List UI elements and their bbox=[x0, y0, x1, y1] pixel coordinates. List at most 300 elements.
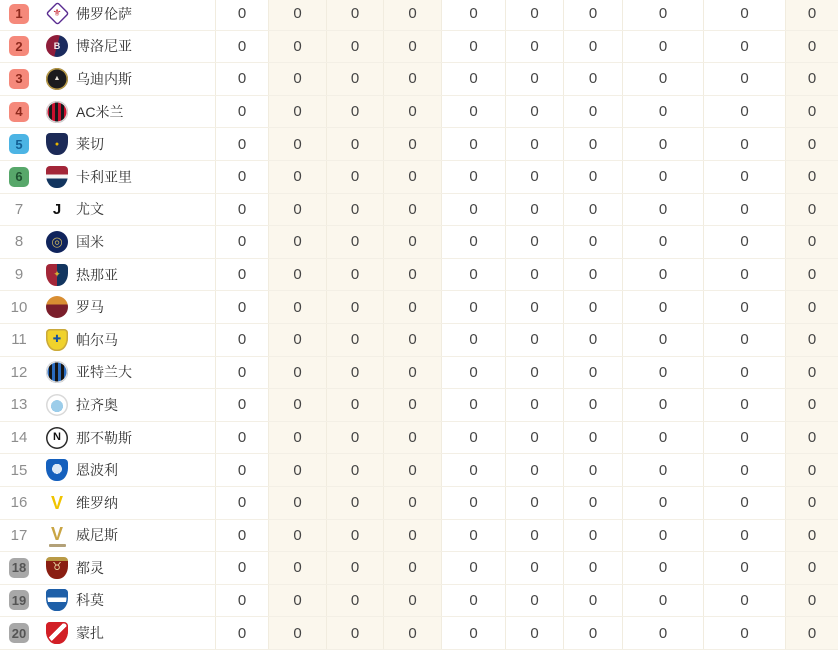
stat-cell: 0 bbox=[441, 161, 505, 193]
table-row[interactable] bbox=[0, 357, 838, 390]
team-crest-icon bbox=[46, 198, 68, 220]
stat-cell: 0 bbox=[326, 0, 383, 30]
stat-cell: 0 bbox=[622, 324, 703, 356]
stat-cell: 0 bbox=[505, 63, 563, 95]
stat-cell: 0 bbox=[703, 31, 785, 63]
stat-cell: 0 bbox=[326, 194, 383, 226]
table-row[interactable] bbox=[0, 128, 838, 161]
team-crest-icon bbox=[46, 35, 68, 57]
stat-cell: 0 bbox=[563, 31, 622, 63]
crest-glyph: V bbox=[50, 492, 63, 513]
stat-cell: 0 bbox=[505, 520, 563, 552]
team-cell bbox=[38, 324, 215, 356]
stat-cell: 0 bbox=[326, 389, 383, 421]
stat-cell: 0 bbox=[505, 357, 563, 389]
team-logo bbox=[45, 392, 69, 418]
stat-cell: 0 bbox=[215, 389, 268, 421]
stat-cell: 0 bbox=[441, 552, 505, 584]
rank-number: 16 bbox=[10, 494, 28, 512]
stat-cell: 0 bbox=[785, 259, 838, 291]
stat-cell: 0 bbox=[785, 226, 838, 258]
rank-number: 14 bbox=[10, 429, 28, 447]
stats-cells bbox=[215, 194, 838, 226]
rank-cell bbox=[0, 617, 38, 649]
stat-cell: 0 bbox=[215, 585, 268, 617]
stat-cell: 0 bbox=[505, 96, 563, 128]
stat-cell: 0 bbox=[785, 552, 838, 584]
stat-cell: 0 bbox=[268, 487, 326, 519]
stat-cell: 0 bbox=[703, 63, 785, 95]
team-logo bbox=[45, 555, 69, 581]
rank-number: 6 bbox=[9, 167, 29, 187]
stat-cell: 0 bbox=[785, 324, 838, 356]
team-cell bbox=[38, 389, 215, 421]
stat-cell: 0 bbox=[326, 487, 383, 519]
stat-cell: 0 bbox=[785, 585, 838, 617]
team-crest-icon bbox=[46, 361, 68, 383]
team-crest-icon bbox=[46, 523, 68, 545]
crest-glyph: ⚜ bbox=[52, 7, 62, 19]
team-name: 佛罗伦萨 bbox=[76, 5, 132, 22]
stat-cell: 0 bbox=[215, 617, 268, 649]
stat-cell: 0 bbox=[622, 0, 703, 30]
team-logo bbox=[45, 262, 69, 288]
stat-cell: 0 bbox=[785, 128, 838, 160]
stat-cell: 0 bbox=[785, 63, 838, 95]
crest-glyph: ✦ bbox=[53, 269, 61, 280]
stat-cell: 0 bbox=[268, 422, 326, 454]
rank-cell bbox=[0, 194, 38, 226]
stat-cell: 0 bbox=[505, 617, 563, 649]
team-cell bbox=[38, 617, 215, 649]
stat-cell: 0 bbox=[563, 0, 622, 30]
team-cell bbox=[38, 96, 215, 128]
stat-cell: 0 bbox=[703, 389, 785, 421]
team-name: 那不勒斯 bbox=[76, 429, 132, 446]
crest-glyph: ♉ bbox=[52, 561, 62, 574]
stat-cell: 0 bbox=[505, 0, 563, 30]
rank-number: 3 bbox=[9, 69, 29, 89]
stat-cell: 0 bbox=[785, 161, 838, 193]
team-crest-icon bbox=[46, 329, 68, 351]
team-name: 卡利亚里 bbox=[76, 168, 132, 185]
stat-cell: 0 bbox=[326, 617, 383, 649]
stat-cell: 0 bbox=[215, 63, 268, 95]
stat-cell: 0 bbox=[215, 161, 268, 193]
stat-cell: 0 bbox=[441, 259, 505, 291]
stat-cell: 0 bbox=[326, 128, 383, 160]
stat-cell: 0 bbox=[326, 63, 383, 95]
stat-cell: 0 bbox=[703, 291, 785, 323]
stat-cell: 0 bbox=[326, 324, 383, 356]
stat-cell: 0 bbox=[563, 487, 622, 519]
stat-cell: 0 bbox=[326, 357, 383, 389]
stat-cell: 0 bbox=[215, 96, 268, 128]
team-cell bbox=[38, 128, 215, 160]
stat-cell: 0 bbox=[383, 617, 441, 649]
table-row[interactable] bbox=[0, 259, 838, 292]
stat-cell: 0 bbox=[703, 0, 785, 30]
table-row[interactable] bbox=[0, 0, 838, 31]
stats-cells bbox=[215, 357, 838, 389]
stat-cell: 0 bbox=[622, 128, 703, 160]
stats-cells bbox=[215, 520, 838, 552]
stat-cell: 0 bbox=[383, 357, 441, 389]
stat-cell: 0 bbox=[703, 226, 785, 258]
stat-cell: 0 bbox=[622, 454, 703, 486]
team-cell bbox=[38, 357, 215, 389]
stat-cell: 0 bbox=[215, 422, 268, 454]
stat-cell: 0 bbox=[703, 520, 785, 552]
team-logo bbox=[45, 359, 69, 385]
table-row[interactable] bbox=[0, 520, 838, 553]
stat-cell: 0 bbox=[383, 291, 441, 323]
team-crest-icon bbox=[46, 101, 68, 123]
stat-cell: 0 bbox=[563, 454, 622, 486]
stat-cell: 0 bbox=[383, 520, 441, 552]
team-logo bbox=[45, 327, 69, 353]
stat-cell: 0 bbox=[563, 128, 622, 160]
team-name: 尤文 bbox=[76, 201, 104, 218]
rank-cell bbox=[0, 259, 38, 291]
table-row[interactable] bbox=[0, 389, 838, 422]
stat-cell: 0 bbox=[441, 31, 505, 63]
table-row[interactable] bbox=[0, 291, 838, 324]
stats-cells bbox=[215, 63, 838, 95]
stat-cell: 0 bbox=[505, 454, 563, 486]
stat-cell: 0 bbox=[441, 585, 505, 617]
team-name: 乌迪内斯 bbox=[76, 70, 132, 87]
crest-glyph: ● bbox=[54, 140, 60, 148]
stat-cell: 0 bbox=[383, 552, 441, 584]
crest-glyph: ✚ bbox=[52, 333, 62, 345]
stats-cells bbox=[215, 226, 838, 258]
stat-cell: 0 bbox=[215, 0, 268, 30]
crest-glyph: ◎ bbox=[51, 234, 63, 250]
rank-number: 9 bbox=[14, 266, 24, 284]
stat-cell: 0 bbox=[563, 357, 622, 389]
rank-number: 18 bbox=[9, 558, 29, 578]
stat-cell: 0 bbox=[268, 0, 326, 30]
stat-cell: 0 bbox=[785, 291, 838, 323]
rank-cell bbox=[0, 487, 38, 519]
team-name: 国米 bbox=[76, 233, 104, 250]
team-logo bbox=[45, 620, 69, 646]
stats-cells bbox=[215, 291, 838, 323]
stat-cell: 0 bbox=[622, 487, 703, 519]
stat-cell: 0 bbox=[703, 259, 785, 291]
team-logo bbox=[45, 196, 69, 222]
stat-cell: 0 bbox=[441, 194, 505, 226]
stat-cell: 0 bbox=[622, 259, 703, 291]
stat-cell: 0 bbox=[622, 357, 703, 389]
rank-number: 5 bbox=[9, 134, 29, 154]
team-crest-icon bbox=[46, 68, 68, 90]
stat-cell: 0 bbox=[563, 259, 622, 291]
team-name: 莱切 bbox=[76, 136, 104, 153]
stat-cell: 0 bbox=[622, 96, 703, 128]
stat-cell: 0 bbox=[703, 96, 785, 128]
table-row[interactable] bbox=[0, 617, 838, 650]
stat-cell: 0 bbox=[505, 487, 563, 519]
team-cell bbox=[38, 161, 215, 193]
stat-cell: 0 bbox=[326, 259, 383, 291]
rank-number: 13 bbox=[10, 396, 28, 414]
team-cell bbox=[38, 585, 215, 617]
stat-cell: 0 bbox=[505, 389, 563, 421]
stat-cell: 0 bbox=[215, 194, 268, 226]
stat-cell: 0 bbox=[563, 324, 622, 356]
team-logo bbox=[45, 99, 69, 125]
team-crest-icon bbox=[46, 622, 68, 644]
stat-cell: 0 bbox=[268, 194, 326, 226]
stat-cell: 0 bbox=[785, 617, 838, 649]
team-cell bbox=[38, 0, 215, 30]
stats-cells bbox=[215, 259, 838, 291]
team-crest-icon bbox=[46, 394, 68, 416]
stat-cell: 0 bbox=[268, 552, 326, 584]
stat-cell: 0 bbox=[622, 552, 703, 584]
stat-cell: 0 bbox=[215, 487, 268, 519]
stat-cell: 0 bbox=[326, 96, 383, 128]
stat-cell: 0 bbox=[215, 291, 268, 323]
team-logo bbox=[45, 425, 69, 451]
team-name: 都灵 bbox=[76, 559, 104, 576]
rank-cell bbox=[0, 585, 38, 617]
stat-cell: 0 bbox=[383, 259, 441, 291]
stat-cell: 0 bbox=[326, 31, 383, 63]
table-row[interactable] bbox=[0, 585, 838, 618]
team-logo bbox=[45, 229, 69, 255]
team-name: 罗马 bbox=[76, 299, 104, 316]
stat-cell: 0 bbox=[622, 194, 703, 226]
stat-cell: 0 bbox=[383, 96, 441, 128]
stat-cell: 0 bbox=[268, 520, 326, 552]
stat-cell: 0 bbox=[622, 585, 703, 617]
team-name: 恩波利 bbox=[76, 462, 118, 479]
rank-cell bbox=[0, 31, 38, 63]
stat-cell: 0 bbox=[622, 291, 703, 323]
stat-cell: 0 bbox=[441, 291, 505, 323]
stat-cell: 0 bbox=[703, 324, 785, 356]
rank-cell bbox=[0, 128, 38, 160]
team-cell bbox=[38, 552, 215, 584]
team-crest-icon bbox=[46, 264, 68, 286]
team-cell bbox=[38, 422, 215, 454]
stat-cell: 0 bbox=[326, 161, 383, 193]
rank-number: 2 bbox=[9, 36, 29, 56]
stat-cell: 0 bbox=[383, 487, 441, 519]
stat-cell: 0 bbox=[383, 389, 441, 421]
stat-cell: 0 bbox=[441, 617, 505, 649]
rank-number: 19 bbox=[9, 590, 29, 610]
stat-cell: 0 bbox=[268, 259, 326, 291]
stat-cell: 0 bbox=[383, 454, 441, 486]
stat-cell: 0 bbox=[785, 454, 838, 486]
team-name: 科莫 bbox=[76, 592, 104, 609]
stat-cell: 0 bbox=[326, 585, 383, 617]
team-crest-icon bbox=[46, 589, 68, 611]
stat-cell: 0 bbox=[383, 194, 441, 226]
stat-cell: 0 bbox=[441, 487, 505, 519]
stats-cells bbox=[215, 617, 838, 649]
stat-cell: 0 bbox=[383, 324, 441, 356]
stat-cell: 0 bbox=[215, 259, 268, 291]
stats-cells bbox=[215, 128, 838, 160]
team-cell bbox=[38, 31, 215, 63]
team-name: 蒙扎 bbox=[76, 625, 104, 642]
stats-cells bbox=[215, 552, 838, 584]
table-row[interactable] bbox=[0, 226, 838, 259]
team-logo bbox=[45, 587, 69, 613]
rank-cell bbox=[0, 291, 38, 323]
team-cell bbox=[38, 487, 215, 519]
stat-cell: 0 bbox=[383, 0, 441, 30]
stat-cell: 0 bbox=[703, 357, 785, 389]
stat-cell: 0 bbox=[563, 194, 622, 226]
rank-cell bbox=[0, 324, 38, 356]
stat-cell: 0 bbox=[563, 226, 622, 258]
table-row[interactable] bbox=[0, 422, 838, 455]
stats-cells bbox=[215, 161, 838, 193]
rank-cell bbox=[0, 0, 38, 30]
stat-cell: 0 bbox=[785, 389, 838, 421]
table-row[interactable] bbox=[0, 96, 838, 129]
rank-number: 4 bbox=[9, 102, 29, 122]
team-name: 博洛尼亚 bbox=[76, 38, 132, 55]
table-row[interactable] bbox=[0, 324, 838, 357]
table-row[interactable] bbox=[0, 63, 838, 96]
rank-cell bbox=[0, 389, 38, 421]
stat-cell: 0 bbox=[622, 422, 703, 454]
team-name: 亚特兰大 bbox=[76, 364, 132, 381]
stat-cell: 0 bbox=[785, 31, 838, 63]
stat-cell: 0 bbox=[326, 291, 383, 323]
rank-number: 15 bbox=[10, 461, 28, 479]
team-crest-icon bbox=[46, 296, 68, 318]
stat-cell: 0 bbox=[703, 128, 785, 160]
table-row[interactable] bbox=[0, 194, 838, 227]
table-row[interactable] bbox=[0, 31, 838, 64]
stat-cell: 0 bbox=[785, 357, 838, 389]
stat-cell: 0 bbox=[268, 291, 326, 323]
team-name: AC米兰 bbox=[76, 103, 124, 120]
team-logo bbox=[45, 164, 69, 190]
team-cell bbox=[38, 454, 215, 486]
rank-number: 1 bbox=[9, 4, 29, 24]
rank-cell bbox=[0, 552, 38, 584]
team-logo bbox=[45, 522, 69, 548]
team-logo bbox=[45, 131, 69, 157]
rank-cell bbox=[0, 454, 38, 486]
stat-cell: 0 bbox=[383, 63, 441, 95]
stat-cell: 0 bbox=[563, 520, 622, 552]
team-name: 威尼斯 bbox=[76, 527, 118, 544]
stat-cell: 0 bbox=[785, 0, 838, 30]
crest-glyph: J bbox=[52, 200, 62, 218]
rank-cell bbox=[0, 357, 38, 389]
stat-cell: 0 bbox=[703, 585, 785, 617]
stats-cells bbox=[215, 31, 838, 63]
team-name: 热那亚 bbox=[76, 266, 118, 283]
team-cell bbox=[38, 63, 215, 95]
stats-cells bbox=[215, 422, 838, 454]
stat-cell: 0 bbox=[563, 291, 622, 323]
stat-cell: 0 bbox=[505, 291, 563, 323]
stat-cell: 0 bbox=[215, 520, 268, 552]
stat-cell: 0 bbox=[268, 585, 326, 617]
table-row[interactable] bbox=[0, 552, 838, 585]
team-logo bbox=[45, 294, 69, 320]
stat-cell: 0 bbox=[622, 63, 703, 95]
stat-cell: 0 bbox=[563, 161, 622, 193]
team-cell bbox=[38, 226, 215, 258]
stat-cell: 0 bbox=[703, 454, 785, 486]
stat-cell: 0 bbox=[383, 226, 441, 258]
stat-cell: 0 bbox=[563, 422, 622, 454]
stat-cell: 0 bbox=[622, 31, 703, 63]
stat-cell: 0 bbox=[215, 552, 268, 584]
rank-number: 11 bbox=[11, 331, 27, 349]
stat-cell: 0 bbox=[268, 617, 326, 649]
stat-cell: 0 bbox=[505, 585, 563, 617]
stat-cell: 0 bbox=[441, 520, 505, 552]
team-cell bbox=[38, 259, 215, 291]
team-cell bbox=[38, 194, 215, 226]
crest-glyph: B bbox=[53, 40, 61, 51]
rank-number: 7 bbox=[14, 200, 24, 218]
stat-cell: 0 bbox=[326, 454, 383, 486]
stat-cell: 0 bbox=[215, 454, 268, 486]
stat-cell: 0 bbox=[505, 552, 563, 584]
stat-cell: 0 bbox=[441, 389, 505, 421]
rank-number: 17 bbox=[10, 526, 28, 544]
stat-cell: 0 bbox=[383, 422, 441, 454]
team-logo bbox=[45, 66, 69, 92]
stat-cell: 0 bbox=[441, 454, 505, 486]
stat-cell: 0 bbox=[268, 63, 326, 95]
stat-cell: 0 bbox=[505, 128, 563, 160]
stat-cell: 0 bbox=[441, 128, 505, 160]
rank-number: 20 bbox=[9, 623, 29, 643]
stat-cell: 0 bbox=[505, 194, 563, 226]
stat-cell: 0 bbox=[441, 357, 505, 389]
stat-cell: 0 bbox=[326, 422, 383, 454]
stat-cell: 0 bbox=[383, 161, 441, 193]
team-crest-icon bbox=[46, 427, 68, 449]
rank-number: 10 bbox=[10, 298, 28, 316]
rank-number: 8 bbox=[14, 233, 24, 251]
table-row[interactable] bbox=[0, 454, 838, 487]
stat-cell: 0 bbox=[268, 31, 326, 63]
stat-cell: 0 bbox=[703, 194, 785, 226]
table-row[interactable] bbox=[0, 161, 838, 194]
stat-cell: 0 bbox=[563, 552, 622, 584]
stat-cell: 0 bbox=[268, 454, 326, 486]
stat-cell: 0 bbox=[703, 617, 785, 649]
stats-cells bbox=[215, 487, 838, 519]
stat-cell: 0 bbox=[785, 194, 838, 226]
team-crest-icon bbox=[46, 231, 68, 253]
team-crest-icon bbox=[46, 459, 68, 481]
table-row[interactable] bbox=[0, 487, 838, 520]
stat-cell: 0 bbox=[785, 422, 838, 454]
stat-cell: 0 bbox=[268, 96, 326, 128]
stat-cell: 0 bbox=[441, 0, 505, 30]
stat-cell: 0 bbox=[215, 128, 268, 160]
stats-cells bbox=[215, 454, 838, 486]
stat-cell: 0 bbox=[622, 520, 703, 552]
